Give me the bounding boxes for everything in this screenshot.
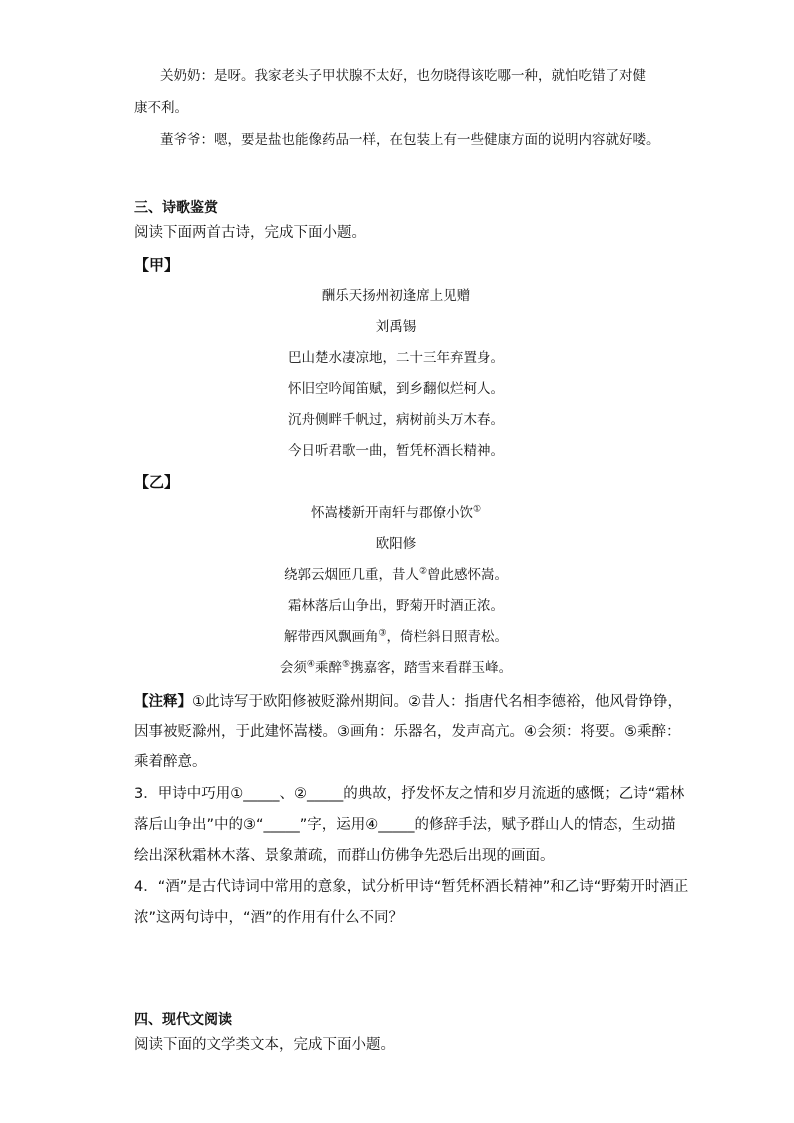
notes-line-2: 因事被贬滁州，于此建怀嵩楼。③画角：乐器名，发声高亢。④会须：将要。⑤乘醉：	[134, 724, 681, 740]
poem-b-line-3-note: ③	[378, 628, 387, 639]
poem-b-line-1-a: 绕郭云烟匝几重，昔人	[283, 567, 419, 583]
section-intro-modern-reading: 阅读下面的文学类文本，完成下面小题。	[134, 1037, 395, 1053]
notes-label: 【注释】	[134, 694, 192, 710]
poem-b-author: 欧阳修	[375, 536, 417, 552]
section-intro-poetry: 阅读下面两首古诗，完成下面小题。	[134, 225, 366, 241]
poem-b-line-2: 霜林落后山争出，野菊开时酒正浓。	[288, 598, 504, 614]
poem-a-line-2: 怀旧空吟闻笛赋，到乡翻似烂柯人。	[288, 381, 504, 397]
poem-a-author: 刘禹锡	[375, 319, 417, 335]
poem-b-line-4-note-1: ④	[306, 659, 315, 670]
poem-a-line-4: 今日听君歌一曲，暂凭杯酒长精神。	[288, 443, 504, 459]
poem-a-line-1: 巴山楚水凄凉地，二十三年弃置身。	[288, 350, 504, 366]
poem-b-title-text: 怀嵩楼新开南轩与郡僚小饮	[310, 505, 473, 521]
poem-a-label: 【甲】	[134, 256, 180, 274]
poem-b-line-4-b: 乘醉	[315, 660, 342, 676]
question-3-line-2: 落后山争出”中的③“_____”字，运用④_____的修辞手法，赋予群山人的情态，生动描	[134, 817, 676, 833]
notes-line-1	[134, 691, 682, 713]
poem-b-line-3-b: ，倚栏斜日照青松。	[386, 629, 509, 645]
poem-b-line-1-note: ②	[418, 566, 428, 577]
dialogue-line-grandma-cont: 康不利。	[134, 100, 188, 116]
poem-b-line-1	[134, 565, 658, 585]
poem-b-label: 【乙】	[134, 473, 180, 491]
poem-b-title-note: ①	[472, 504, 482, 515]
question-4-line-2: 浓”这两句诗中，“酒”的作用有什么不同？	[134, 910, 404, 926]
question-4-line-1: 4．“酒”是古代诗词中常用的意象，试分析甲诗“暂凭杯酒长精神”和乙诗“野菊开时酒正	[134, 879, 689, 895]
dialogue-line-grandpa: 董爷爷：嗯，要是盐也能像药品一样，在包装上有一些健康方面的说明内容就好喽。	[160, 132, 660, 148]
notes-line-3: 乘着醉意。	[134, 754, 207, 770]
question-3-line-1: 3．甲诗中巧用①_____、②_____的典故，抒发怀友之情和岁月流逝的感慨；乙诗“霜林	[134, 786, 685, 802]
poem-b-title	[134, 503, 658, 523]
question-3-line-3: 绘出深秋霜林木落、景象萧疏，而群山仿佛争先恐后出现的画面。	[134, 848, 555, 864]
poem-b-line-4-c: 携嘉客，踏雪来看群玉峰。	[350, 660, 513, 676]
poem-a-line-3: 沉舟侧畔千帆过，病树前头万木春。	[288, 412, 504, 428]
poem-b-line-3-a: 解带西风飘画角	[283, 629, 379, 645]
dialogue-line-grandma: 关奶奶：是呀。我家老头子甲状腺不太好，也勿晓得该吃哪一种，就怕吃错了对健	[160, 68, 646, 84]
poem-a-title: 酬乐天扬州初逢席上见赠	[321, 288, 471, 304]
notes-text-1: ①此诗写于欧阳修被贬滁州期间。②昔人：指唐代名相李德裕，他风骨铮铮，	[192, 694, 682, 710]
poem-b-line-4-note-2: ⑤	[342, 659, 351, 670]
section-heading-poetry: 三、诗歌鉴赏	[134, 200, 218, 216]
poem-b-line-4	[134, 658, 658, 678]
section-heading-modern-reading: 四、现代文阅读	[134, 1012, 232, 1028]
poem-b-line-1-b: 曾此感怀嵩。	[427, 567, 509, 583]
poem-b-line-3	[134, 627, 658, 647]
poem-b-line-4-a: 会须	[279, 660, 307, 676]
